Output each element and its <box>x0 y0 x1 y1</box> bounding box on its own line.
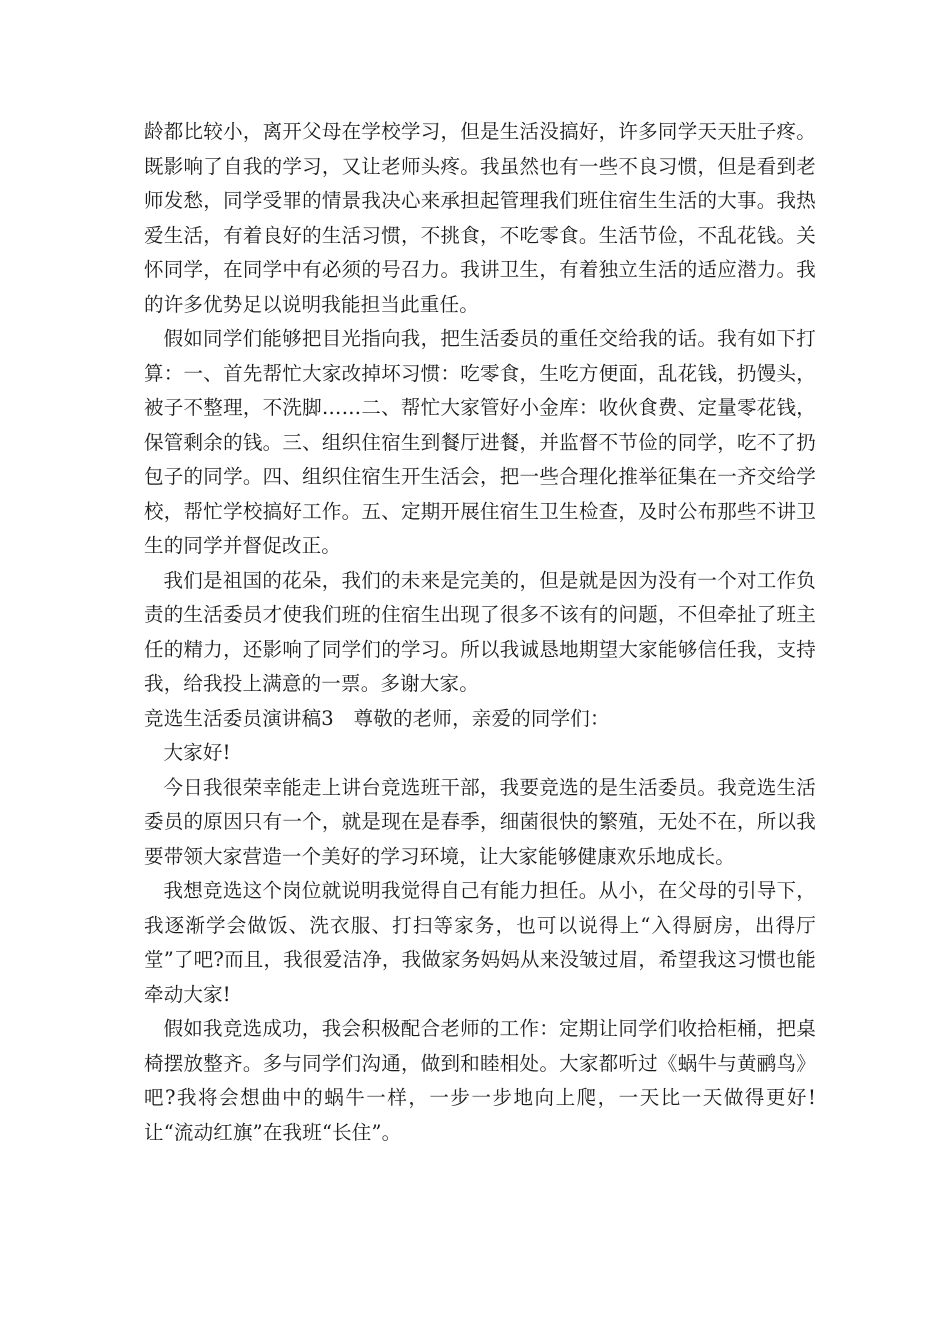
paragraph-greeting: 大家好! <box>163 741 231 764</box>
paragraph-closing: 我们是祖国的花朵，我们的未来是完美的，但是就是因为没有一个对工作负责的生活委员才使我们班的住宿生出现了很多不该有的问题，不但牵扯了班主任的精力，还影响了同学们的学习。所以我诚恳地期望大家能够信任我，支持我，给我投上满意的一票。多谢大家。 <box>144 568 816 695</box>
paragraph-promise: 假如我竞选成功，我会积极配合老师的工作：定期让同学们收拾柜桶，把桌椅摆放整齐。多与同学们沟通，做到和睦相处。大家都听过《蜗牛与黄鹂鸟》吧?我将会想曲中的蜗牛一样，一步一步地向上爬，一天比一天做得更好!让“流动红旗”在我班“长住”。 <box>144 1017 816 1144</box>
speech-heading: 竞选生活委员演讲稿3 尊敬的老师，亲爱的同学们： <box>144 706 610 730</box>
paragraph-ability: 我想竞选这个岗位就说明我觉得自己有能力担任。从小，在父母的引导下，我逐渐学会做饭、洗衣服、打扫等家务，也可以说得上“入得厨房，出得厅堂”了吧?而且，我很爱洁净，我做家务妈妈从来没皱过眉，希望我这习惯也能牵动大家! <box>144 879 816 1006</box>
document-body <box>144 115 816 1150</box>
paragraph-continued: 龄都比较小，离开父母在学校学习，但是生活没搞好，许多同学天天肚子疼。既影响了自我的学习，又让老师头疼。我虽然也有一些不良习惯，但是看到老师发愁，同学受罪的情景我决心来承担起管理我们班住宿生生活的大事。我热爱生活，有着良好的生活习惯，不挑食，不吃零食。生活节俭，不乱花钱。关怀同学，在同学中有必须的号召力。我讲卫生，有着独立生活的适应潜力。我的许多优势足以说明我能担当此重任。 <box>144 120 816 316</box>
paragraph-intro: 今日我很荣幸能走上讲台竞选班干部，我要竞选的是生活委员。我竞选生活委员的原因只有一个，就是现在是春季，细菌很快的繁殖，无处不在，所以我要带领大家营造一个美好的学习环境，让大家能够健康欢乐地成长。 <box>144 775 816 868</box>
paragraph-plan: 假如同学们能够把目光指向我，把生活委员的重任交给我的话。我有如下打算：一、首先帮忙大家改掉坏习惯：吃零食，生吃方便面，乱花钱，扔馒头，被子不整理，不洗脚……二、帮忙大家管好小金库：收伙食费、定量零花钱，保管剩余的钱。三、组织住宿生到餐厅进餐，并监督不节俭的同学，吃不了扔包子的同学。四、组织住宿生开生活会，把一些合理化推举征集在一齐交给学校，帮忙学校搞好工作。五、定期开展住宿生卫生检查，及时公布那些不讲卫生的同学并督促改正。 <box>144 327 816 557</box>
